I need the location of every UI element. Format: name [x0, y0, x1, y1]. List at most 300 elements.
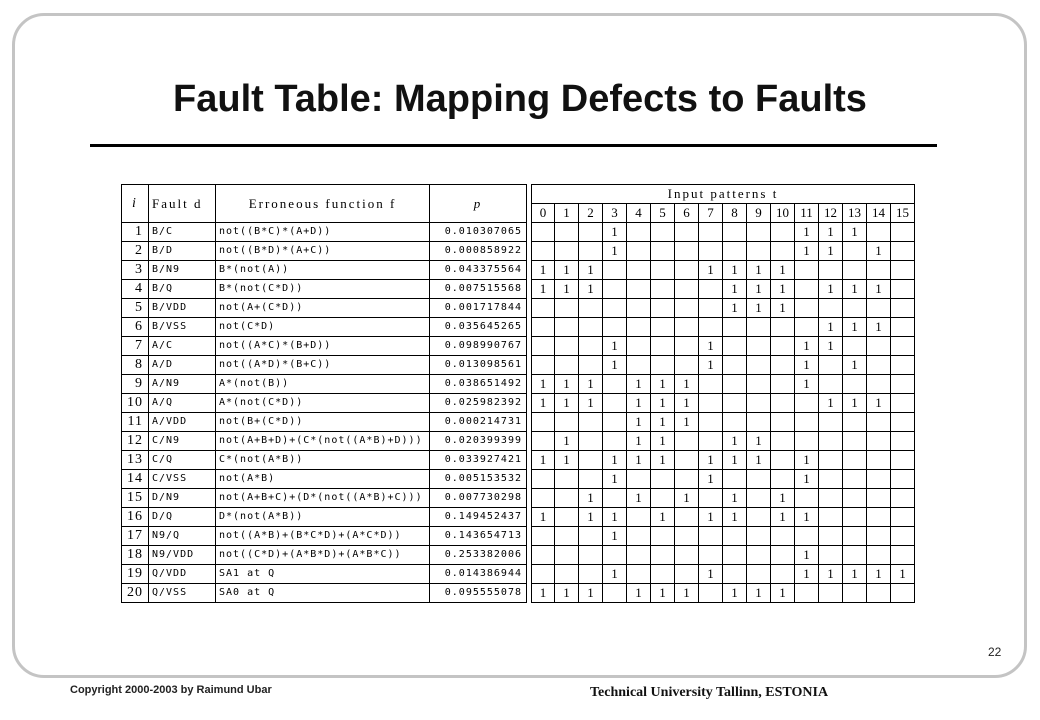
- pattern-number-14: 14: [867, 204, 891, 223]
- detection-cell: [603, 299, 627, 318]
- row-index: 7: [122, 337, 149, 356]
- detection-cell: 1: [579, 584, 603, 603]
- copyright-text: Copyright 2000-2003 by Raimund Ubar: [70, 684, 272, 696]
- detection-cell: [867, 223, 891, 242]
- detection-cell: 1: [651, 584, 675, 603]
- detection-cell: 1: [579, 394, 603, 413]
- detection-cell: 1: [843, 318, 867, 337]
- detection-cell: [627, 508, 651, 527]
- detection-cell: 1: [532, 584, 555, 603]
- table-row: [122, 489, 915, 508]
- table-row: [122, 527, 915, 546]
- pattern-number-9: 9: [747, 204, 771, 223]
- erroneous-function: not((C*D)+(A*B*D)+(A*B*C)): [216, 546, 430, 565]
- detection-cell: [627, 318, 651, 337]
- detection-cell: [843, 508, 867, 527]
- detection-cell: 1: [555, 432, 579, 451]
- detection-cell: 1: [651, 375, 675, 394]
- detection-cell: 1: [603, 451, 627, 470]
- erroneous-function: B*(not(C*D)): [216, 280, 430, 299]
- pattern-number-7: 7: [699, 204, 723, 223]
- detection-cell: 1: [795, 470, 819, 489]
- title-underline: [90, 144, 937, 147]
- detection-cell: [891, 432, 915, 451]
- detection-cell: [723, 337, 747, 356]
- detection-cell: 1: [723, 299, 747, 318]
- detection-cell: 1: [651, 413, 675, 432]
- detection-cell: [723, 546, 747, 565]
- detection-cell: [603, 261, 627, 280]
- detection-cell: [699, 527, 723, 546]
- detection-cell: 1: [723, 508, 747, 527]
- detection-cell: [771, 375, 795, 394]
- detection-cell: [555, 489, 579, 508]
- detection-cell: [675, 299, 699, 318]
- table-row: [122, 242, 915, 261]
- detection-cell: [699, 242, 723, 261]
- detection-cell: 1: [867, 242, 891, 261]
- table-row: [122, 565, 915, 584]
- detection-cell: [795, 261, 819, 280]
- detection-cell: [867, 527, 891, 546]
- detection-cell: [532, 413, 555, 432]
- fault-probability: 0.007515568: [430, 280, 527, 299]
- detection-cell: [532, 299, 555, 318]
- detection-cell: [675, 451, 699, 470]
- detection-cell: [579, 413, 603, 432]
- detection-cell: [675, 432, 699, 451]
- detection-cell: [555, 546, 579, 565]
- detection-cell: 1: [723, 489, 747, 508]
- row-index: 20: [122, 584, 149, 603]
- detection-cell: [603, 432, 627, 451]
- detection-cell: [891, 489, 915, 508]
- detection-cell: [555, 223, 579, 242]
- fault-probability: 0.143654713: [430, 527, 527, 546]
- detection-cell: [723, 356, 747, 375]
- detection-cell: [579, 299, 603, 318]
- row-index: 2: [122, 242, 149, 261]
- detection-cell: [819, 451, 843, 470]
- detection-cell: [627, 356, 651, 375]
- table-row: [122, 375, 915, 394]
- fault-table: [121, 184, 915, 603]
- erroneous-function: not((B*D)*(A+C)): [216, 242, 430, 261]
- detection-cell: [675, 318, 699, 337]
- detection-cell: 1: [532, 261, 555, 280]
- table-row: [122, 508, 915, 527]
- detection-cell: [843, 527, 867, 546]
- detection-cell: [795, 299, 819, 318]
- erroneous-function: D*(not(A*B)): [216, 508, 430, 527]
- detection-cell: [675, 565, 699, 584]
- fault-probability: 0.253382006: [430, 546, 527, 565]
- table-row: [122, 394, 915, 413]
- detection-cell: [675, 242, 699, 261]
- detection-cell: [675, 356, 699, 375]
- detection-cell: 1: [795, 546, 819, 565]
- fault-probability: 0.000214731: [430, 413, 527, 432]
- detection-cell: 1: [627, 432, 651, 451]
- detection-cell: 1: [795, 337, 819, 356]
- detection-cell: [555, 527, 579, 546]
- detection-cell: 1: [795, 565, 819, 584]
- row-index: 14: [122, 470, 149, 489]
- detection-cell: 1: [819, 318, 843, 337]
- detection-cell: [651, 356, 675, 375]
- detection-cell: 1: [795, 356, 819, 375]
- pattern-number-6: 6: [675, 204, 699, 223]
- header-function: Erroneous function f: [216, 185, 430, 223]
- detection-cell: [627, 242, 651, 261]
- detection-cell: [723, 394, 747, 413]
- detection-cell: 1: [795, 242, 819, 261]
- detection-cell: 1: [819, 565, 843, 584]
- detection-cell: 1: [675, 413, 699, 432]
- detection-cell: 1: [675, 394, 699, 413]
- detection-cell: [675, 546, 699, 565]
- detection-cell: 1: [819, 223, 843, 242]
- detection-cell: [651, 546, 675, 565]
- detection-cell: [891, 527, 915, 546]
- detection-cell: 1: [723, 451, 747, 470]
- detection-cell: [532, 470, 555, 489]
- detection-cell: [867, 413, 891, 432]
- detection-cell: 1: [795, 508, 819, 527]
- detection-cell: [771, 432, 795, 451]
- detection-cell: [771, 413, 795, 432]
- detection-cell: [771, 546, 795, 565]
- erroneous-function: A*(not(B)): [216, 375, 430, 394]
- detection-cell: [603, 280, 627, 299]
- detection-cell: [843, 584, 867, 603]
- detection-cell: 1: [627, 584, 651, 603]
- detection-cell: 1: [771, 280, 795, 299]
- detection-cell: 1: [699, 337, 723, 356]
- detection-cell: 1: [771, 489, 795, 508]
- detection-cell: [771, 565, 795, 584]
- fault-probability: 0.010307065: [430, 223, 527, 242]
- page-number: 22: [988, 645, 1002, 659]
- detection-cell: [579, 318, 603, 337]
- detection-cell: [651, 299, 675, 318]
- detection-cell: 1: [675, 584, 699, 603]
- detection-cell: [891, 413, 915, 432]
- detection-cell: [532, 546, 555, 565]
- erroneous-function: SA0 at Q: [216, 584, 430, 603]
- detection-cell: [651, 280, 675, 299]
- erroneous-function: C*(not(A*B)): [216, 451, 430, 470]
- row-index: 12: [122, 432, 149, 451]
- detection-cell: [699, 584, 723, 603]
- detection-cell: [627, 527, 651, 546]
- table-row: [122, 318, 915, 337]
- table-row: [122, 223, 915, 242]
- row-index: 15: [122, 489, 149, 508]
- detection-cell: [723, 242, 747, 261]
- detection-cell: [555, 242, 579, 261]
- detection-cell: 1: [699, 356, 723, 375]
- detection-cell: [819, 261, 843, 280]
- detection-cell: 1: [699, 565, 723, 584]
- detection-cell: 1: [747, 432, 771, 451]
- detection-cell: [579, 223, 603, 242]
- erroneous-function: not(A+(C*D)): [216, 299, 430, 318]
- detection-cell: [603, 546, 627, 565]
- detection-cell: [867, 470, 891, 489]
- detection-cell: 1: [579, 261, 603, 280]
- header-i: i: [122, 185, 149, 223]
- detection-cell: [843, 261, 867, 280]
- detection-cell: 1: [675, 375, 699, 394]
- detection-cell: [891, 223, 915, 242]
- fault-name: B/VSS: [149, 318, 216, 337]
- detection-cell: [891, 584, 915, 603]
- detection-cell: [795, 527, 819, 546]
- detection-cell: 1: [579, 375, 603, 394]
- detection-cell: [723, 413, 747, 432]
- detection-cell: [747, 356, 771, 375]
- detection-cell: [747, 242, 771, 261]
- detection-cell: [627, 565, 651, 584]
- detection-cell: 1: [891, 565, 915, 584]
- detection-cell: [579, 470, 603, 489]
- detection-cell: 1: [843, 394, 867, 413]
- fault-name: B/VDD: [149, 299, 216, 318]
- fault-name: A/VDD: [149, 413, 216, 432]
- detection-cell: [627, 470, 651, 489]
- erroneous-function: not((A*C)*(B+D)): [216, 337, 430, 356]
- detection-cell: [747, 508, 771, 527]
- detection-cell: [603, 584, 627, 603]
- row-index: 17: [122, 527, 149, 546]
- detection-cell: [819, 584, 843, 603]
- fault-name: B/C: [149, 223, 216, 242]
- detection-cell: [891, 508, 915, 527]
- fault-name: Q/VSS: [149, 584, 216, 603]
- detection-cell: [771, 451, 795, 470]
- pattern-number-0: 0: [532, 204, 555, 223]
- detection-cell: [747, 470, 771, 489]
- detection-cell: [627, 337, 651, 356]
- detection-cell: [867, 508, 891, 527]
- erroneous-function: not(C*D): [216, 318, 430, 337]
- detection-cell: [891, 318, 915, 337]
- fault-name: A/N9: [149, 375, 216, 394]
- detection-cell: [651, 242, 675, 261]
- detection-cell: [555, 413, 579, 432]
- detection-cell: [747, 489, 771, 508]
- detection-cell: [771, 223, 795, 242]
- fault-probability: 0.014386944: [430, 565, 527, 584]
- detection-cell: [843, 470, 867, 489]
- detection-cell: [699, 318, 723, 337]
- detection-cell: [843, 375, 867, 394]
- detection-cell: [819, 375, 843, 394]
- detection-cell: [675, 261, 699, 280]
- detection-cell: [532, 356, 555, 375]
- detection-cell: [651, 470, 675, 489]
- detection-cell: 1: [603, 337, 627, 356]
- detection-cell: [555, 565, 579, 584]
- detection-cell: [867, 356, 891, 375]
- erroneous-function: not((B*C)*(A+D)): [216, 223, 430, 242]
- erroneous-function: not(A+B+C)+(D*(not((A*B)+C))): [216, 489, 430, 508]
- detection-cell: [651, 489, 675, 508]
- detection-cell: 1: [579, 508, 603, 527]
- pattern-number-4: 4: [627, 204, 651, 223]
- erroneous-function: not(B+(C*D)): [216, 413, 430, 432]
- detection-cell: 1: [627, 413, 651, 432]
- pattern-number-12: 12: [819, 204, 843, 223]
- detection-cell: 1: [747, 280, 771, 299]
- detection-cell: 1: [651, 432, 675, 451]
- detection-cell: 1: [699, 261, 723, 280]
- detection-cell: [891, 242, 915, 261]
- detection-cell: 1: [555, 394, 579, 413]
- detection-cell: 1: [532, 375, 555, 394]
- pattern-number-13: 13: [843, 204, 867, 223]
- erroneous-function: not((A*D)*(B+C)): [216, 356, 430, 375]
- detection-cell: 1: [555, 261, 579, 280]
- row-index: 16: [122, 508, 149, 527]
- detection-cell: 1: [747, 584, 771, 603]
- detection-cell: [627, 261, 651, 280]
- detection-cell: 1: [532, 394, 555, 413]
- detection-cell: 1: [532, 508, 555, 527]
- detection-cell: [723, 527, 747, 546]
- detection-cell: 1: [867, 280, 891, 299]
- detection-cell: [867, 584, 891, 603]
- row-index: 8: [122, 356, 149, 375]
- fault-name: B/Q: [149, 280, 216, 299]
- detection-cell: 1: [795, 223, 819, 242]
- row-index: 9: [122, 375, 149, 394]
- detection-cell: 1: [699, 470, 723, 489]
- detection-cell: [603, 318, 627, 337]
- header-probability: p: [430, 185, 527, 223]
- detection-cell: 1: [555, 280, 579, 299]
- detection-cell: [627, 546, 651, 565]
- row-index: 13: [122, 451, 149, 470]
- detection-cell: [651, 223, 675, 242]
- detection-cell: [891, 261, 915, 280]
- detection-cell: 1: [723, 261, 747, 280]
- detection-cell: [675, 337, 699, 356]
- detection-cell: [843, 432, 867, 451]
- header-fault: Fault d: [149, 185, 216, 223]
- detection-cell: [795, 413, 819, 432]
- detection-cell: [795, 280, 819, 299]
- slide-title: Fault Table: Mapping Defects to Faults: [173, 78, 867, 120]
- pattern-number-5: 5: [651, 204, 675, 223]
- fault-probability: 0.007730298: [430, 489, 527, 508]
- detection-cell: [675, 280, 699, 299]
- detection-cell: [771, 356, 795, 375]
- pattern-number-2: 2: [579, 204, 603, 223]
- detection-cell: 1: [771, 299, 795, 318]
- detection-cell: [627, 299, 651, 318]
- fault-name: D/N9: [149, 489, 216, 508]
- pattern-number-8: 8: [723, 204, 747, 223]
- detection-cell: [843, 413, 867, 432]
- erroneous-function: SA1 at Q: [216, 565, 430, 584]
- detection-cell: [819, 413, 843, 432]
- detection-cell: 1: [532, 280, 555, 299]
- detection-cell: 1: [723, 432, 747, 451]
- detection-cell: [532, 432, 555, 451]
- fault-table-container: [121, 184, 916, 622]
- detection-cell: [651, 527, 675, 546]
- erroneous-function: B*(not(A)): [216, 261, 430, 280]
- detection-cell: [819, 546, 843, 565]
- detection-cell: [699, 546, 723, 565]
- detection-cell: 1: [555, 375, 579, 394]
- detection-cell: [891, 451, 915, 470]
- detection-cell: [532, 242, 555, 261]
- fault-name: N9/VDD: [149, 546, 216, 565]
- detection-cell: [651, 261, 675, 280]
- detection-cell: [555, 508, 579, 527]
- detection-cell: 1: [699, 451, 723, 470]
- detection-cell: 1: [747, 261, 771, 280]
- pattern-number-15: 15: [891, 204, 915, 223]
- pattern-number-10: 10: [771, 204, 795, 223]
- detection-cell: [819, 470, 843, 489]
- detection-cell: [819, 299, 843, 318]
- detection-cell: [843, 242, 867, 261]
- detection-cell: [675, 470, 699, 489]
- erroneous-function: not(A+B+D)+(C*(not((A*B)+D))): [216, 432, 430, 451]
- fault-name: C/N9: [149, 432, 216, 451]
- detection-cell: [532, 318, 555, 337]
- detection-cell: 1: [867, 394, 891, 413]
- detection-cell: 1: [723, 584, 747, 603]
- detection-cell: [723, 375, 747, 394]
- detection-cell: [795, 432, 819, 451]
- table-row: [122, 413, 915, 432]
- fault-probability: 0.033927421: [430, 451, 527, 470]
- detection-cell: 1: [603, 356, 627, 375]
- detection-cell: [579, 565, 603, 584]
- detection-cell: [699, 280, 723, 299]
- detection-cell: [867, 451, 891, 470]
- detection-cell: [603, 394, 627, 413]
- detection-cell: 1: [795, 375, 819, 394]
- fault-name: A/D: [149, 356, 216, 375]
- detection-cell: 1: [651, 508, 675, 527]
- detection-cell: 1: [699, 508, 723, 527]
- row-index: 5: [122, 299, 149, 318]
- detection-cell: [891, 280, 915, 299]
- detection-cell: [723, 223, 747, 242]
- table-row: [122, 356, 915, 375]
- detection-cell: [867, 546, 891, 565]
- detection-cell: 1: [747, 451, 771, 470]
- detection-cell: [819, 432, 843, 451]
- detection-cell: 1: [867, 318, 891, 337]
- detection-cell: 1: [555, 451, 579, 470]
- pattern-number-11: 11: [795, 204, 819, 223]
- detection-cell: 1: [843, 223, 867, 242]
- detection-cell: [603, 489, 627, 508]
- detection-cell: [675, 527, 699, 546]
- detection-cell: [579, 527, 603, 546]
- detection-cell: 1: [579, 280, 603, 299]
- fault-name: A/Q: [149, 394, 216, 413]
- fault-name: A/C: [149, 337, 216, 356]
- detection-cell: [651, 318, 675, 337]
